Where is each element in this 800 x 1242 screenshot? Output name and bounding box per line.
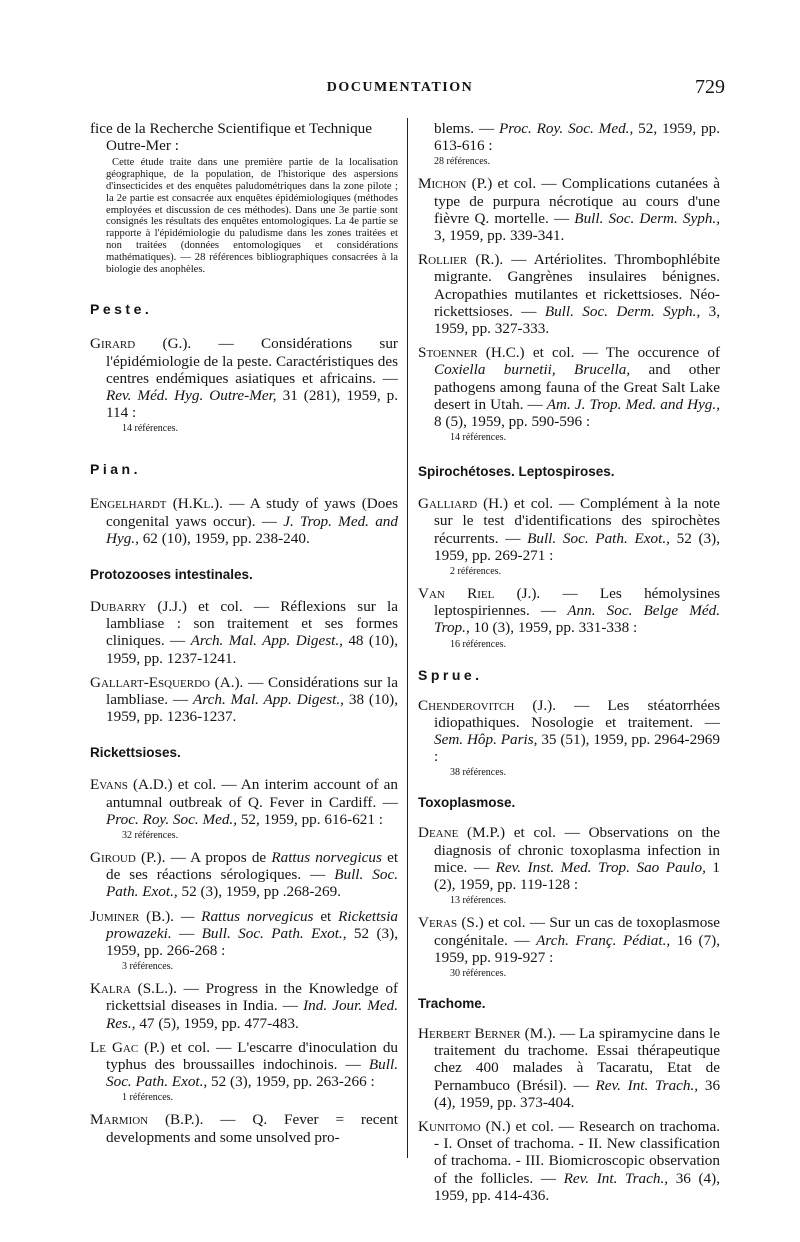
entry-text: et col. — Sur un cas de toxoplasmose congénitale. — [434, 914, 720, 949]
entry-refs: 3 références. [122, 961, 174, 973]
entry-species: Rattus norvegicus [271, 849, 382, 867]
entry-tail: 52, 1959, pp. 616-621 : [240, 810, 383, 828]
bib-entry [90, 849, 398, 901]
entry-tail: 36 (4), 1959, pp. 373-404. [434, 1076, 721, 1111]
column-divider [407, 118, 408, 1158]
entry-tail: 1 (2), 1959, pp. 119-128 : [434, 858, 721, 894]
entry-journal: Rev. Méd. Hyg. Outre-Mer, [106, 386, 277, 404]
entry-text: — A propos de [170, 849, 267, 867]
entry-text: blems. — [434, 120, 495, 137]
bib-entry [90, 495, 398, 547]
bib-entry [90, 598, 398, 667]
entry-tail: 10 (3), 1959, pp. 331-338 : [473, 619, 638, 637]
entry-refs: 32 références. [122, 830, 179, 842]
entry-tail: 47 (5), 1959, pp. 477-483. [139, 1014, 299, 1032]
right-column [418, 120, 720, 1211]
entry-author: Juminer (B.). [90, 907, 174, 925]
entry-journal: Arch. Mal. App. Digest., [193, 691, 344, 709]
entry-journal: Am. J. Trop. Med. and Hyg., [546, 395, 720, 413]
entry-tail: 52 (3), 1959, pp. 263-266 : [211, 1073, 375, 1091]
entry-author: Veras (S.) [418, 914, 484, 932]
page-number: 729 [695, 76, 725, 98]
entry-author: Giroud (P.). [90, 849, 166, 867]
entry-text: et col. — The occurence of [532, 344, 721, 362]
entry-refs: 14 références. [450, 432, 507, 444]
entry-text: — Artériolites. Thrombophlébite migrante. Gangrènes insulaires bénignes. Acropathies mutilantes et rickettsioses. Néo-rickettsioses. — [434, 251, 720, 320]
entry-author: Engelhardt (H.Kl.). [90, 495, 223, 513]
entry-author: Kalra (S.L.). [90, 980, 177, 998]
bib-entry [90, 776, 398, 842]
bib-entry [90, 335, 398, 435]
entry-tail: 52 (3), 1959, pp. 269-271 : [434, 529, 721, 564]
entry-text: — [179, 924, 195, 942]
entry-author: Rollier (R.). [418, 251, 504, 269]
entry-refs: 38 références. [450, 767, 507, 779]
intro-abstract: Cette étude traite dans une première partie de la localisation géographique, de la population, de l'historique des aspersions d'insecticides et des enquêtes paludométriques dans la zone pilote ; la 2e partie est consacrée aux enquêtes épidémiologiques (méthodes employées et discussion de ces méthodes). Dans une 3e partie sont consignés les résultats des enquêtes entomologiques. La 4e partie se rapporte à l'épidémiologie du paludisme dans les zones traitées et non traitées (données entomologiques et considérations mathématiques). — 28 références bibliographiques consacrées à la biologie des anophèles. [106, 157, 398, 275]
section-heading-pian: Pian. [90, 461, 141, 478]
entry-author: Kunitomo (N.) [418, 1117, 511, 1135]
entry-journal: Bull. Soc. Path. Exot., [106, 1056, 399, 1091]
bib-entry [418, 251, 720, 337]
entry-text: — Les stéatorrhées idiopathiques. Nosologie et traitement. — [434, 696, 720, 731]
entry-author: Galliard (H.) [418, 495, 509, 513]
bib-entry-continued [418, 120, 720, 168]
entry-journal: Proc. Roy. Soc. Med., [499, 120, 634, 137]
entry-journal: J. Trop. Med. and Hyg., [106, 512, 398, 547]
entry-journal: Bull. Soc. Path. Exot., [527, 529, 670, 547]
entry-text: — Les hémolysines leptospiriennes. — [434, 585, 720, 620]
entry-text: et col. — An interim account of an antumnal outbreak of Q. Fever in Cardiff. — [106, 776, 399, 811]
entry-text: — Q. Fever = recent developments and some unsolved pro- [106, 1111, 399, 1146]
entry-text-mid: et [320, 907, 332, 925]
entry-tail: 62 (10), 1959, pp. 238-240. [142, 529, 310, 547]
entry-journal: Rev. Int. Trach., [595, 1076, 699, 1094]
entry-tail: 8 (5), 1959, pp. 590-596 : [434, 413, 591, 431]
entry-author: Le Gac (P.) [90, 1038, 165, 1056]
entry-text-mid: et de ses réactions sérologiques. — [106, 849, 399, 884]
bib-entry [90, 980, 398, 1032]
bib-entry [418, 824, 720, 907]
bib-entry [418, 344, 720, 444]
entry-text: et col. — Observations on the diagnosis of chronic toxoplasma infection in mice. — [434, 824, 720, 876]
entry-journal: Sem. Hôp. Paris, [434, 731, 538, 749]
entry-species-2: Rickettsia prowazeki. [106, 907, 399, 942]
entry-author: Gallart-Esquerdo (A.). [90, 673, 244, 691]
entry-journal: Rev. Int. Trach., [563, 1169, 669, 1187]
section-heading-spirochetoses: Spirochétoses. Leptospiroses. [418, 464, 615, 480]
section-heading-trachome: Trachome. [418, 995, 486, 1011]
entry-journal: Bull. Soc. Path. Exot., [201, 924, 347, 942]
entry-journal: Arch. Mal. App. Digest., [190, 632, 343, 650]
intro-title: fice de la Recherche Scientifique et Technique Outre-Mer : [90, 120, 373, 155]
entry-journal: Ind. Jour. Med. Res., [106, 997, 399, 1032]
entry-author: Evans (A.D.) [90, 776, 173, 794]
bib-entry [90, 674, 398, 726]
entry-author: Chenderovitch (J.). [418, 696, 557, 714]
entry-text: et col. — L'escarre d'inoculation du typhus des broussailles indochinois. — [106, 1038, 399, 1074]
entry-refs: 1 références. [122, 1092, 174, 1104]
entry-journal: Bull. Soc. Derm. Syph., [574, 209, 721, 227]
entry-species: — Rattus norvegicus [180, 907, 314, 925]
entry-author: Deane (M.P.) [418, 824, 506, 842]
entry-journal: Bull. Soc. Derm. Syph., [544, 302, 701, 320]
page-header [0, 78, 800, 102]
entry-tail: 16 (7), 1959, pp. 919-927 : [434, 931, 721, 966]
entry-author: Marmion (B.P.). [90, 1111, 204, 1129]
section-heading-peste: Peste. [90, 301, 153, 318]
entry-tail: 3, 1959, pp. 339-341. [434, 227, 565, 245]
running-title: DOCUMENTATION [326, 80, 474, 95]
entry-author: Michon (P.) [418, 175, 493, 193]
left-column [90, 120, 398, 1153]
bib-entry [418, 1025, 720, 1111]
entry-text: — Progress in the Knowledge of rickettsial diseases in India. — [106, 980, 398, 1015]
entry-text: — Considérations sur la lambliase. — [106, 673, 398, 709]
bib-entry [418, 1118, 720, 1204]
entry-journal: Proc. Roy. Soc. Med., [106, 810, 238, 828]
section-heading-sprue: Sprue. [418, 666, 483, 683]
entry-author: Van Riel (J.). [418, 585, 541, 603]
entry-tail: 38 (10), 1959, pp. 1236-1237. [106, 691, 399, 726]
entry-tail: 52, 1959, pp. 613-616 : [434, 120, 721, 155]
entry-refs: 13 références. [450, 895, 507, 907]
entry-refs: 14 références. [122, 423, 179, 435]
bib-entry [90, 908, 398, 974]
bib-entry [90, 1111, 398, 1145]
entry-tail: 48 (10), 1959, pp. 1237-1241. [106, 632, 398, 667]
entry-refs: 28 références. [434, 156, 491, 168]
section-heading-rickettsioses: Rickettsioses. [90, 745, 181, 761]
entry-text: et col. — Complications cutanées à type de purpura nécrotique au cours d'une fièvre Q. mortelle. — [434, 175, 720, 227]
entry-species: Coxiella burnetii, Brucella, [434, 361, 631, 379]
entry-journal: Bull. Soc. Path. Exot., [106, 866, 398, 901]
entry-tail: 35 (51), 1959, pp. 2964-2969 : [434, 731, 720, 766]
entry-journal: Arch. Franç. Pédiat., [536, 931, 671, 949]
bib-entry [418, 175, 720, 244]
entry-tail: 36 (4), 1959, pp. 414-436. [434, 1169, 721, 1204]
entry-author: Herbert Berner (M.). [418, 1024, 556, 1042]
entry-text: — Considérations sur l'épidémiologie de la peste. Caractéristiques des centres endémiques asiatiques et africains. — [106, 335, 398, 387]
entry-tail: 52 (3), 1959, pp .268-269. [181, 883, 341, 901]
entry-tail: 52 (3), 1959, pp. 266-268 : [106, 924, 398, 960]
entry-journal: Rev. Inst. Med. Trop. Sao Paulo, [495, 858, 706, 876]
entry-text: et col. — Complément à la note sur le test d'identifications des spirochètes récurrents. — [434, 495, 721, 547]
entry-text: — La spiramycine dans le traitement du trachome. Essai thérapeutique chez 400 malades à Tacaratu, Etat de Pernambuco (Brésil). — [434, 1024, 720, 1094]
section-heading-toxoplasmose: Toxoplasmose. [418, 795, 516, 811]
entry-text-mid: and other pathogens among fauna of the Great Salt Lake desert in Utah. — [434, 361, 721, 413]
entry-tail: 31 (281), 1959, p. 114 : [106, 386, 398, 422]
section-heading-protozooses: Protozooses intestinales. [90, 567, 253, 582]
entry-author: Stoenner (H.C.) [418, 344, 525, 362]
entry-text: et col. — Research on trachoma. - I. Onset of trachoma. - II. New classification of trachoma. - III. Biomicroscopic observation of the follicles. — [434, 1117, 721, 1187]
bib-entry [418, 697, 720, 780]
entry-text: — A study of yaws (Does congenital yaws occur). — [106, 495, 399, 530]
bib-entry [90, 1039, 398, 1105]
entry-text: et col. — Réflexions sur la lambliase : son traitement et ses formes cliniques. — [106, 598, 399, 650]
bib-entry [418, 585, 720, 651]
entry-refs: 30 références. [450, 967, 507, 979]
entry-author: Girard (G.). [90, 335, 192, 353]
entry-refs: 2 références. [450, 566, 502, 578]
bib-entry [418, 495, 720, 578]
bib-entry [418, 914, 720, 980]
entry-author: Dubarry (J.J.) [90, 598, 187, 615]
entry-tail: 3, 1959, pp. 327-333. [434, 302, 721, 338]
entry-journal: Ann. Soc. Belge Méd. Trop., [434, 602, 721, 637]
entry-refs: 16 références. [450, 638, 507, 650]
